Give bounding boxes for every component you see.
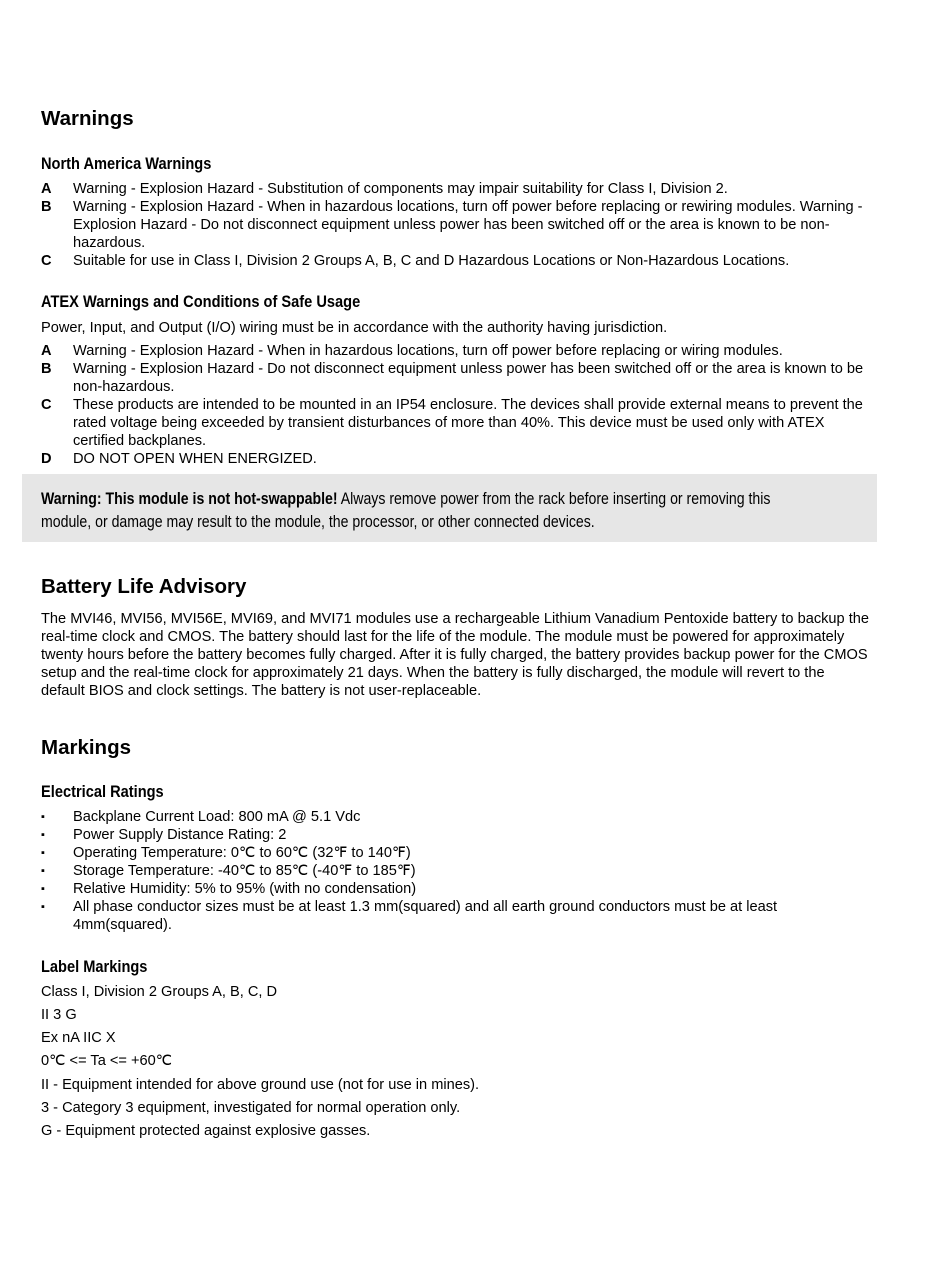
list-item — [41, 396, 871, 450]
item-text: Backplane Current Load: 800 mA @ 5.1 Vdc — [73, 809, 361, 825]
list-item — [41, 252, 871, 270]
atex-heading: ATEX Warnings and Conditions of Safe Usage — [41, 292, 361, 311]
item-text: Power Supply Distance Rating: 2 — [73, 827, 287, 843]
list-item — [41, 198, 871, 252]
north-america-heading: North America Warnings — [41, 154, 212, 173]
bullet-icon: ▪ — [41, 847, 45, 859]
markings-title: Markings — [41, 736, 131, 759]
item-marker: D — [41, 451, 52, 467]
warnings-title: Warnings — [41, 107, 134, 130]
hot-swap-warning-line2: module, or damage may result to the module, the processor, or other connected devices. — [41, 512, 595, 531]
item-text: Warning - Explosion Hazard - When in hazardous locations, turn off power before replacing or wiring modules. — [73, 343, 783, 359]
list-item — [41, 180, 871, 198]
label-line: 0℃ <= Ta <= +60℃ — [41, 1053, 173, 1069]
list-item — [41, 862, 871, 880]
item-text: Warning - Explosion Hazard - Substitution of components may impair suitability for Class I, Division 2. — [73, 181, 728, 197]
list-item — [41, 898, 871, 934]
list-item — [41, 826, 871, 844]
hot-swap-warning-text — [41, 487, 871, 533]
bullet-icon: ▪ — [41, 883, 45, 895]
list-item — [41, 844, 871, 862]
hot-swap-warning-box — [22, 474, 877, 542]
item-marker: A — [41, 343, 52, 359]
item-text: These products are intended to be mounted in an IP54 enclosure. The devices shall provide external means to prevent the rated voltage being exceeded by transient disturbances of more than 40%. This device must be used only with ATEX certified backplanes. — [73, 397, 863, 449]
bullet-icon: ▪ — [41, 829, 45, 841]
list-item — [41, 360, 871, 396]
item-text: Suitable for use in Class I, Division 2 Groups A, B, C and D Hazardous Locations or Non-Hazardous Locations. — [73, 253, 790, 269]
electrical-ratings-list — [41, 808, 871, 934]
item-marker: B — [41, 199, 52, 215]
label-line: II - Equipment intended for above ground use (not for use in mines). — [41, 1077, 480, 1093]
item-text: Storage Temperature: -40℃ to 85℃ (-40℉ to 185℉) — [73, 863, 416, 879]
label-line: G - Equipment protected against explosive gasses. — [41, 1123, 371, 1139]
battery-title: Battery Life Advisory — [41, 575, 247, 598]
item-text: Warning - Explosion Hazard - When in hazardous locations, turn off power before replacing or rewiring modules. Warning - Explosion Hazard - Do not disconnect equipment unless power has been switched off or the area is known to be non-hazardous. — [73, 199, 863, 251]
bullet-icon: ▪ — [41, 901, 45, 913]
list-item — [41, 808, 871, 826]
electrical-ratings-heading: Electrical Ratings — [41, 782, 164, 801]
hot-swap-warning-bold: Warning: This module is not hot-swappable! — [41, 489, 338, 508]
item-marker: A — [41, 181, 52, 197]
label-line: Class I, Division 2 Groups A, B, C, D — [41, 984, 278, 1000]
item-text: Operating Temperature: 0℃ to 60℃ (32℉ to 140℉) — [73, 845, 411, 861]
atex-list — [41, 342, 871, 468]
label-markings-heading: Label Markings — [41, 957, 148, 976]
item-marker: B — [41, 361, 52, 377]
bullet-icon: ▪ — [41, 865, 45, 877]
item-marker: C — [41, 397, 52, 413]
battery-text: The MVI46, MVI56, MVI56E, MVI69, and MVI71 modules use a rechargeable Lithium Vanadium Pentoxide battery to backup the real-time clock and CMOS. The battery should last for the life of the module. The module must be powered for approximately twenty hours before the battery becomes fully charged. After it is fully charged, the battery provides backup power for the CMOS setup and the real-time clock for approximately 21 days. When the battery is fully discharged, the module will revert to the default BIOS and clock settings. The battery is not user-replaceable. — [41, 611, 869, 699]
item-text: DO NOT OPEN WHEN ENERGIZED. — [73, 451, 317, 467]
item-text: Warning - Explosion Hazard - Do not disconnect equipment unless power has been switched off or the area is known to be non-hazardous. — [73, 361, 864, 395]
atex-intro: Power, Input, and Output (I/O) wiring must be in accordance with the authority having jurisdiction. — [41, 320, 668, 336]
item-marker: C — [41, 253, 52, 269]
bullet-icon: ▪ — [41, 811, 45, 823]
label-line: Ex nA IIC X — [41, 1030, 116, 1046]
item-text: All phase conductor sizes must be at least 1.3 mm(squared) and all earth ground conductors must be at least 4mm(squared). — [73, 899, 778, 933]
north-america-list — [41, 180, 871, 270]
list-item — [41, 880, 871, 898]
label-line: II 3 G — [41, 1007, 77, 1023]
list-item — [41, 450, 871, 468]
hot-swap-warning-line1: Always remove power from the rack before inserting or removing this — [337, 489, 771, 508]
item-text: Relative Humidity: 5% to 95% (with no condensation) — [73, 881, 417, 897]
label-line: 3 - Category 3 equipment, investigated for normal operation only. — [41, 1100, 461, 1116]
list-item — [41, 342, 871, 360]
